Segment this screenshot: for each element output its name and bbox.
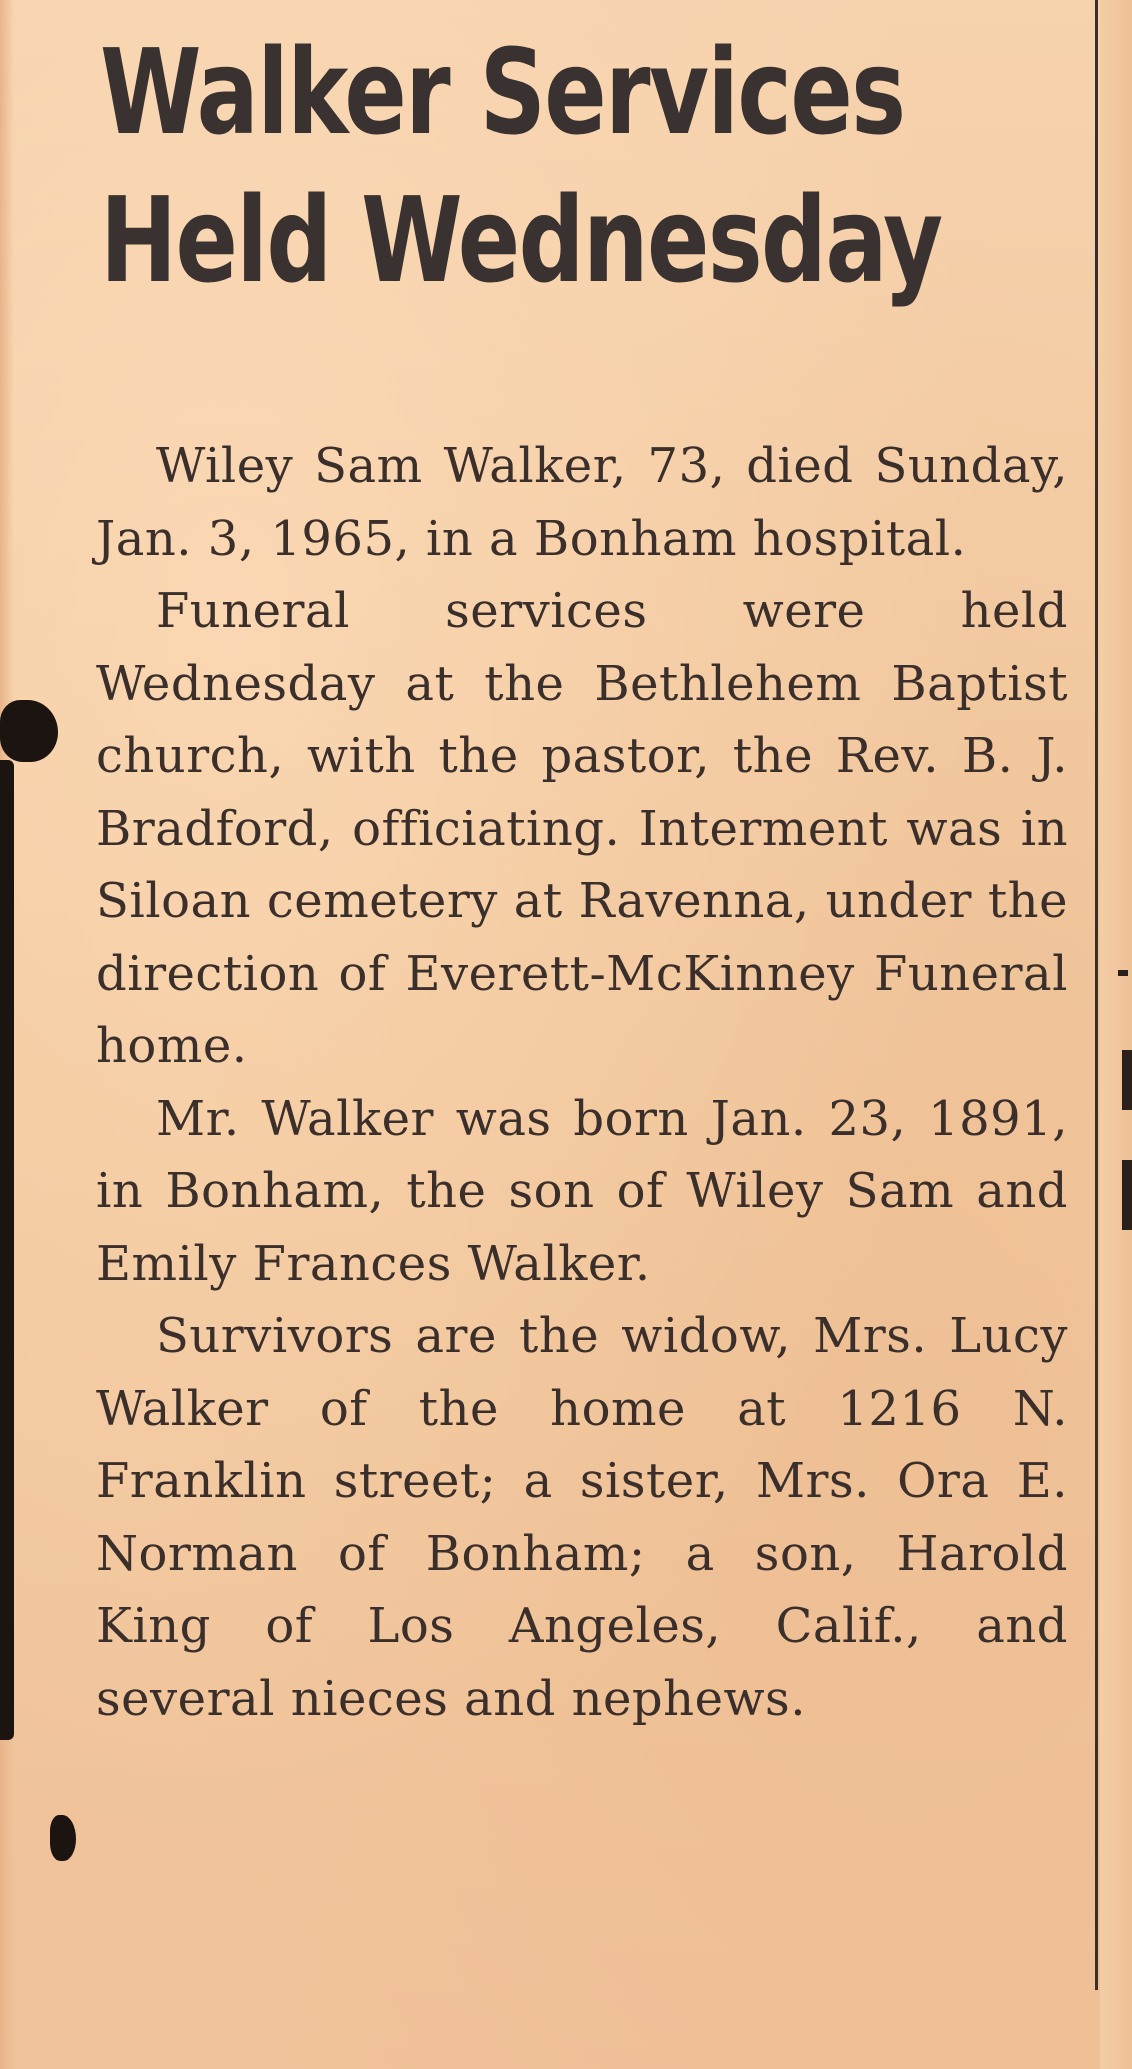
adjacent-column-mark	[1122, 1050, 1132, 1110]
paragraph-death-notice: Wiley Sam Walker, 73, died Sunday, Jan. 3, 1965, in a Bonham hospital.	[96, 438, 1068, 567]
headline	[100, 18, 942, 314]
ink-blot-bottom	[50, 1815, 76, 1861]
adjacent-column-mark	[1118, 970, 1128, 976]
adjacent-column-strip	[1100, 0, 1132, 2069]
article-body	[96, 430, 1068, 1735]
adjacent-column-mark	[1122, 1160, 1132, 1230]
headline-line-2: Held Wednesday	[100, 171, 942, 309]
headline-line-1: Walker Services	[100, 23, 905, 161]
ink-blot-left-edge	[0, 760, 14, 1740]
column-rule	[1095, 0, 1098, 1990]
paragraph-survivors: Survivors are the widow, Mrs. Lucy Walker of the home at 1216 N. Franklin street; a sister, Mrs. Ora E. Norman of Bonham; a son, Harold King of Los Angeles, Calif., and several nieces and nephews.	[96, 1308, 1068, 1727]
paragraph-funeral-services: Funeral services were held Wednesday at the Bethlehem Baptist church, with the pastor, the Rev. B. J. Bradford, officiating. Interment was in Siloan cemetery at Ravenna, under the direction of Everett-McKinney Funeral home.	[96, 583, 1068, 1074]
paragraph-birth: Mr. Walker was born Jan. 23, 1891, in Bonham, the son of Wiley Sam and Emily Frances Walker.	[96, 1090, 1068, 1292]
ink-blot-top	[0, 700, 58, 762]
